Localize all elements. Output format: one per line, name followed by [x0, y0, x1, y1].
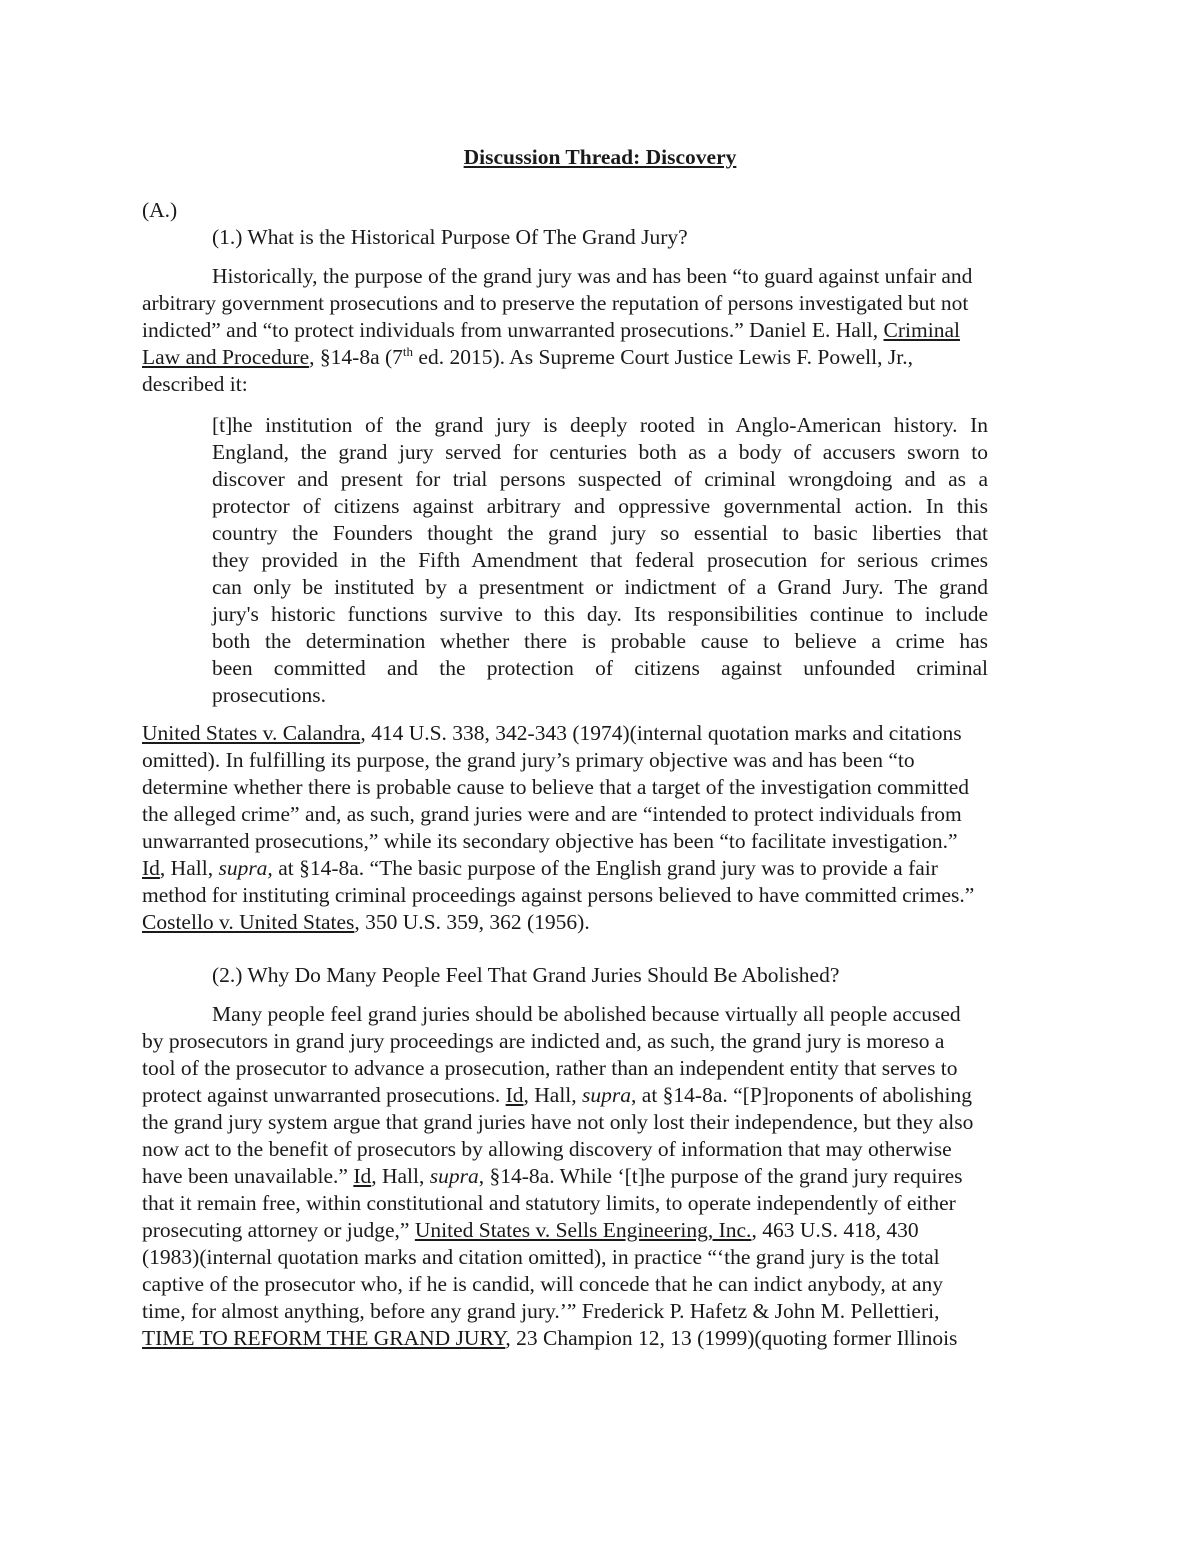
q1-para1-line: Law and Procedure, §14-8a (7th ed. 2015). As Supreme Court Justice Lewis F. Powell, Jr.,: [142, 343, 913, 369]
quote-line: England, the grand jury served for centuries both as a body of accusers sworn to: [212, 440, 988, 464]
section-q2: (2.) Why Do Many People Feel That Grand Juries Should Be Abolished? Many people feel grand juries should be abolished because virtually all people accused by prosecutors in grand jury proceedings are indicted and, as such, the grand jury is moreso a tool of the prosecutor to advance a prosecution, rather than an independent entity that serves to protect against unwarranted prosecutions. Id, Hall, supra, at §14-8a. “[P]roponents of abolishing the grand jury system argue that grand juries have not only lost their independence, but they also now act to the benefit of prosecutors by allowing discovery of information that may otherwise have been unavailable.” Id, Hall, supra, §14-8a. While ‘[t]he purpose of the grand jury requires that it remain free, within constitutional and statutory limits, to operate independently of either prosecuting attorney or judge,” United States v. Sells Engineering, Inc., 463 U.S. 418, 430 (1983)(internal quotation marks and citation omitted), in practice “‘the grand jury is the total captive of the prosecutor who, if he is candid, will concede that he can indict anybody, at any time, for almost anything, before any grand jury.’” Frederick P. Hafetz & John M. Pellettieri, TIME TO REFORM THE GRAND JURY, 23 Champion 12, 13 (1999)(quoting former Illinois: [142, 962, 1062, 1352]
id-citation: Id: [505, 1083, 524, 1107]
quote-line: they provided in the Fifth Amendment that federal prosecution for serious crimes: [212, 548, 988, 572]
q1-paragraph-2: United States v. Calandra, 414 U.S. 338, 342-343 (1974)(internal quotation marks and citations omitted). In fulfilling its purpose, the grand jury’s primary objective was and has been “to determine whether there is probable cause to believe that a target of the investigation committed the alleged crime” and, as such, grand juries were and are “intended to protect individuals from unwarranted prosecutions,” while its secondary objective has been “to facilitate investigation.” Id, Hall, supra, at §14-8a. “The basic purpose of the English grand jury was to provide a fair method for instituting criminal proceedings against persons believed to have committed crimes.” Costello v. United States, 350 U.S. 359, 362 (1956).: [142, 721, 975, 934]
section-label: (A.): [142, 198, 178, 222]
article-citation: TIME TO REFORM THE GRAND JURY: [142, 1326, 506, 1350]
quote-line: been committed and the protection of citizens against unfounded criminal: [212, 656, 988, 680]
quote-line: can only be instituted by a presentment or indictment of a Grand Jury. The grand: [212, 575, 988, 599]
block-quote: [212, 412, 988, 709]
q1-para1-line: arbitrary government prosecutions and to preserve the reputation of persons investigated but not: [142, 291, 969, 315]
section-a: [142, 197, 1062, 398]
q1-para1-line: Historically, the purpose of the grand jury was and has been “to guard against unfair and: [212, 264, 973, 288]
quote-line: discover and present for trial persons suspected of criminal wrongdoing and as a: [212, 467, 988, 491]
case-citation: United States v. Sells Engineering, Inc.: [414, 1218, 752, 1242]
quote-line: both the determination whether there is probable cause to believe a crime has: [212, 629, 988, 653]
quote-line: jury's historic functions survive to this day. Its responsibilities continue to include: [212, 602, 988, 626]
q1-para1-line: described it:: [142, 372, 248, 396]
question-1-heading: (1.) What is the Historical Purpose Of The Grand Jury?: [212, 225, 688, 249]
quote-line: protector of citizens against arbitrary and oppressive governmental action. In this: [212, 494, 988, 518]
case-citation: Costello v. United States: [142, 910, 355, 934]
q1-para1-line: indicted” and “to protect individuals from unwarranted prosecutions.” Daniel E. Hall, Criminal: [142, 318, 960, 342]
quote-line: country the Founders thought the grand jury so essential to basic liberties that: [212, 521, 988, 545]
case-citation: United States v. Calandra: [142, 721, 361, 745]
id-citation: Id: [142, 856, 160, 880]
page-title: Discussion Thread: Discovery: [463, 145, 737, 169]
question-2-heading: (2.) Why Do Many People Feel That Grand Juries Should Be Abolished?: [212, 963, 840, 987]
citation-title: Criminal: [883, 318, 960, 342]
quote-line: prosecutions.: [212, 683, 327, 707]
id-citation: Id: [353, 1164, 372, 1188]
citation-title: Law and Procedure: [142, 345, 310, 369]
quote-line: [t]he institution of the grand jury is deeply rooted in Anglo-American history. In: [212, 413, 988, 437]
